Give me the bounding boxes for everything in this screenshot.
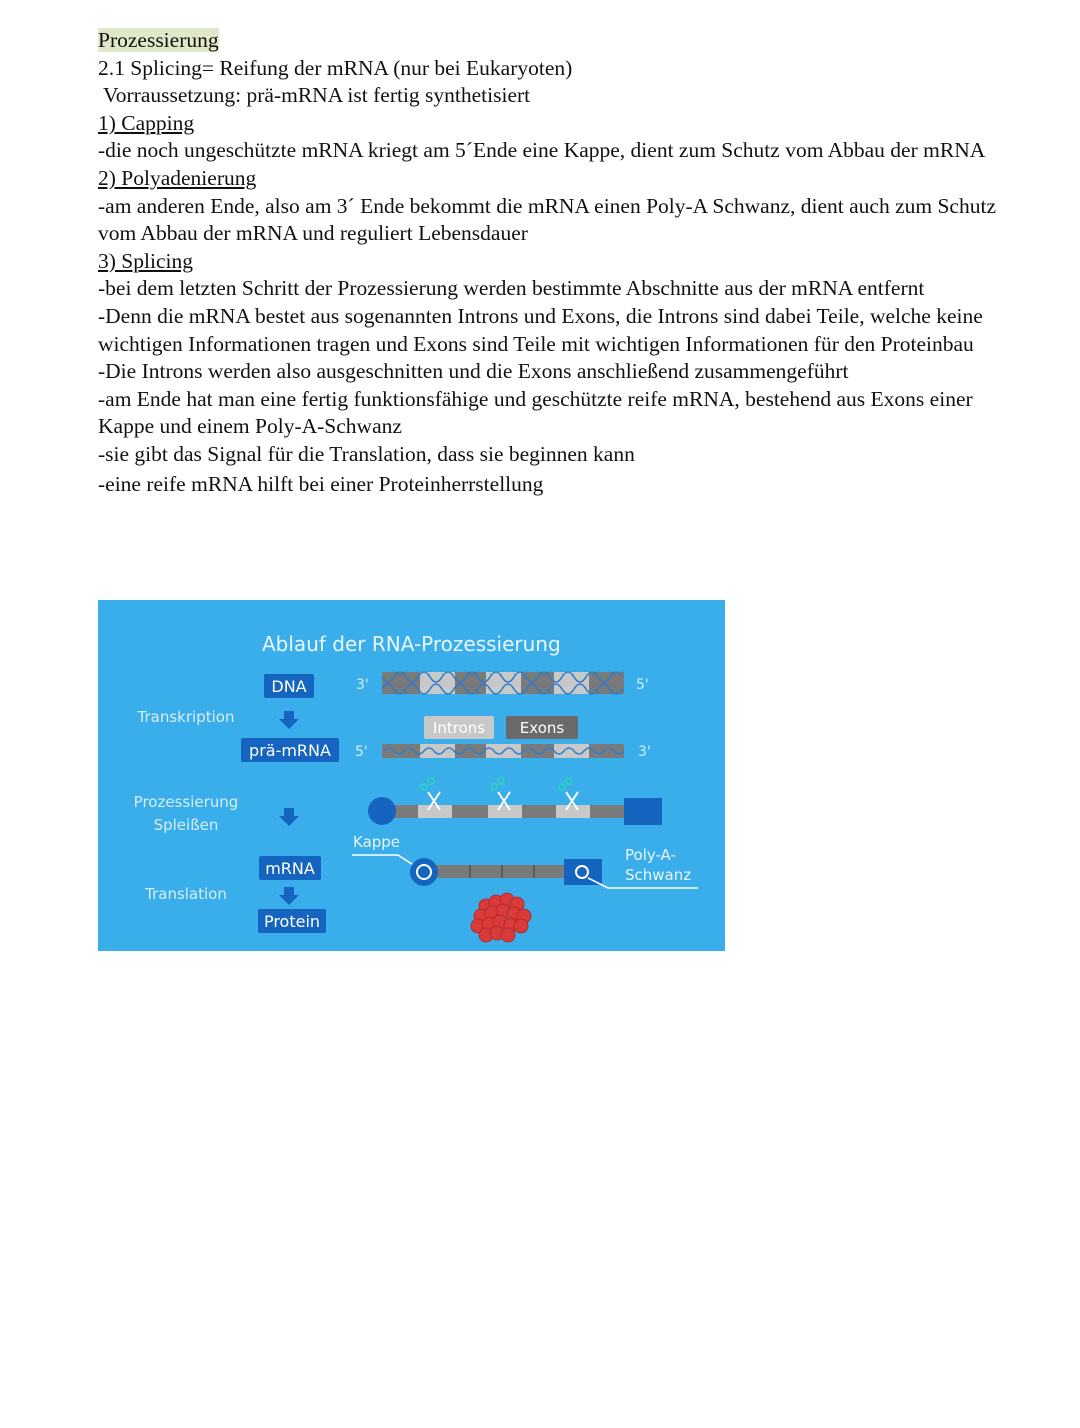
capping-title: 1) Capping [98,110,195,135]
subheading: 2.1 Splicing= Reifung der mRNA (nur bei Eukaryoten) [98,55,573,80]
splicing-label: Spleißen [153,816,219,834]
exons-label: Exons [519,719,565,737]
dna-3-prime-label: 3' [356,677,369,693]
pre-mrna-label: prä-mRNA [249,741,331,760]
polyadenylation-title: 2) Polyadenierung [98,165,257,190]
splicing-line: -Die Introns werden also ausgeschnitten und die Exons anschließend zusammengeführt [98,359,849,384]
capping-line: -die noch ungeschützte mRNA kriegt am 5´Ende eine Kappe, dient zum Schutz vom Abbau der mRNA [98,138,986,163]
dna-5-prime-label: 5' [636,677,649,693]
poly-a-label-line2: Schwanz [625,866,692,884]
protein-label: Protein [263,912,321,931]
introns-label: Introns [432,719,486,737]
figure-title: Ablauf der RNA-Prozessierung [262,632,561,656]
document-text [98,27,998,498]
processing-label: Prozessierung [133,793,239,811]
splicing-line: -bei dem letzten Schritt der Prozessierung werden bestimmte Abschnitte aus der mRNA entfernt [98,276,925,301]
mrna-label: mRNA [265,859,315,878]
poly-a-label-line1: Poly-A- [625,846,676,864]
translation-label: Translation [145,885,227,903]
pre-mrna-3-prime-label: 3' [638,744,651,760]
prerequisite: Vorraussetzung: prä-mRNA ist fertig synthetisiert [103,83,531,108]
splicing-line: -sie gibt das Signal für die Translation, dass sie beginnen kann [98,441,635,466]
splicing-line: -eine reife mRNA hilft bei einer Proteinherrstellung [98,471,544,496]
rna-processing-figure [98,600,725,951]
section-heading: Prozessierung [98,28,219,52]
polyadenylation-line: -am anderen Ende, also am 3´ Ende bekommt die mRNA einen Poly-A Schwanz, dient auch zum Schutz vom Abbau der mRNA und reguliert Lebensdauer [98,193,996,246]
dna-label: DNA [271,677,307,696]
splicing-line: -Denn die mRNA bestet aus sogenannten Introns und Exons, die Introns sind dabei Teile, welche keine wichtigen Informationen tragen und Exons sind Teile mit wichtigen Informationen für den Proteinbau [98,303,983,356]
splicing-line: -am Ende hat man eine fertig funktionsfähige und geschützte reife mRNA, bestehend aus Exons einer Kappe und einem Poly-A-Schwanz [98,386,973,439]
pre-mrna-strand [382,744,624,758]
cap-label: Kappe [353,833,401,851]
dna-strand [382,672,624,694]
splicing-title: 3) Splicing [98,248,193,273]
pre-mrna-5-prime-label: 5' [355,744,368,760]
transcription-label: Transkription [137,708,235,726]
